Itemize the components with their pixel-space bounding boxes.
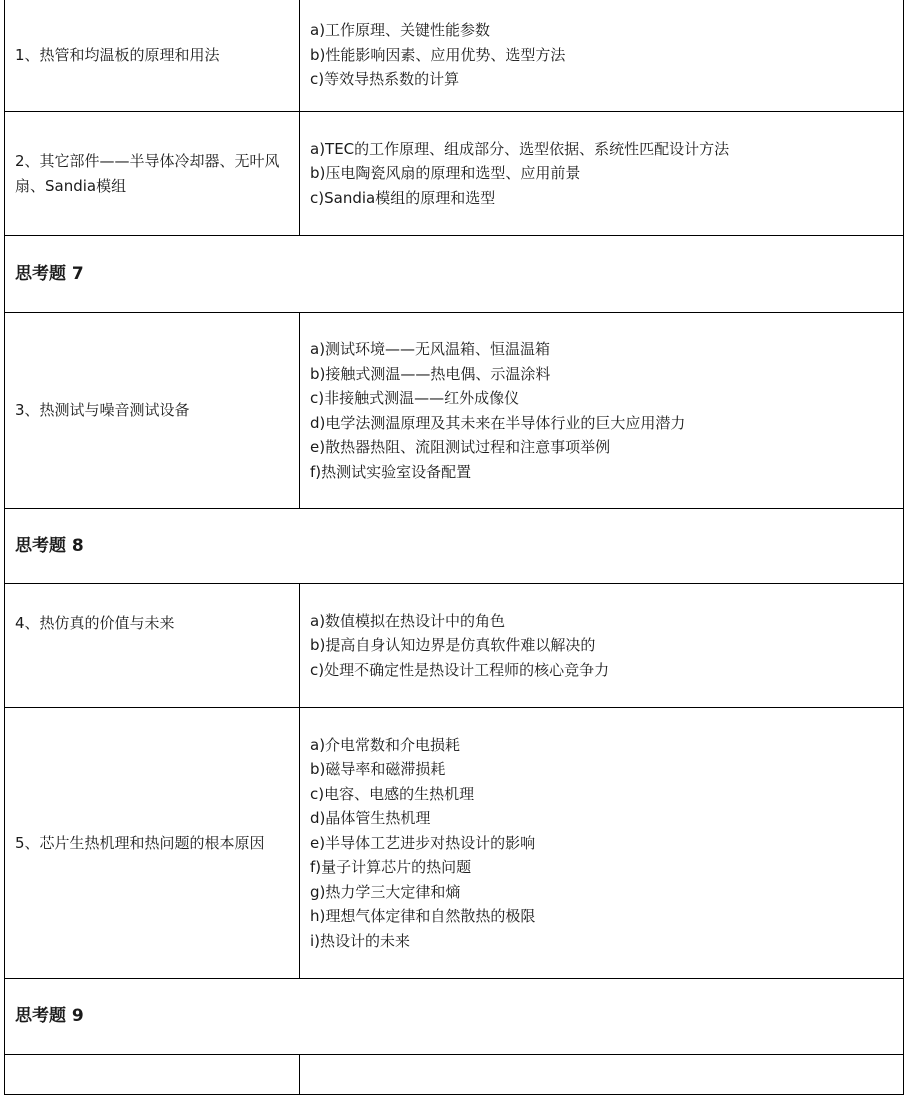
list-item: c)等效导热系数的计算 [310,70,460,89]
section-heading: 思考题 8 [15,535,84,556]
topic-title-cell [5,112,300,236]
topic-title: 1、热管和均温板的原理和用法 [15,45,220,64]
list-item: i)热设计的未来 [310,931,411,950]
list-item: d)晶体管生热机理 [310,809,431,828]
list-item: c)电容、电感的生热机理 [310,784,475,803]
topic-title-cell [5,313,300,509]
empty-cell [5,1055,300,1095]
list-item: b)性能影响因素、应用优势、选型方法 [310,45,566,64]
list-item: a)TEC的工作原理、组成部分、选型依据、系统性匹配设计方法 [310,139,730,158]
list-item: a)介电常数和介电损耗 [310,735,461,754]
topic-title-cell [5,0,300,112]
list-item: b)接触式测温——热电偶、示温涂料 [310,364,551,383]
list-item: c)Sandia模组的原理和选型 [310,188,496,207]
list-item: f)量子计算芯片的热问题 [310,858,472,877]
section-row [5,236,904,313]
list-item: b)磁导率和磁滞损耗 [310,760,446,779]
list-item: f)热测试实验室设备配置 [310,462,472,481]
topic-title: 3、热测试与噪音测试设备 [15,401,190,420]
list-item: a)数值模拟在热设计中的角色 [310,611,506,630]
empty-cell [300,1055,904,1095]
course-outline-table [4,0,904,1095]
section-heading: 思考题 7 [15,263,84,284]
list-item: b)提高自身认知边界是仿真软件难以解决的 [310,636,596,655]
table-row [5,708,904,979]
table-row [5,584,904,708]
topic-title-cell [5,584,300,708]
list-item: a)工作原理、关键性能参数 [310,21,491,40]
topic-items-cell [300,112,904,236]
section-row [5,979,904,1055]
list-item: d)电学法测温原理及其未来在半导体行业的巨大应用潜力 [310,413,686,432]
topic-items-cell [300,0,904,112]
table-row [5,1055,904,1095]
list-item: c)处理不确定性是热设计工程师的核心竞争力 [310,660,610,679]
table-row [5,112,904,236]
list-item: c)非接触式测温——红外成像仪 [310,389,520,407]
list-item: e)散热器热阻、流阻测试过程和注意事项举例 [310,438,611,456]
topic-items-cell [300,584,904,708]
list-item: h)理想气体定律和自然散热的极限 [310,907,536,926]
section-heading-cell [5,979,904,1055]
section-row [5,509,904,584]
topic-title: 2、其它部件——半导体冷却器、无叶风扇、Sandia模组 [15,152,280,195]
topic-title: 5、芯片生热机理和热问题的根本原因 [15,833,265,852]
topic-title: 4、热仿真的价值与未来 [15,614,175,632]
table-row [5,0,904,112]
list-item: e)半导体工艺进步对热设计的影响 [310,833,536,852]
list-item: b)压电陶瓷风扇的原理和选型、应用前景 [310,164,581,183]
topic-items-cell [300,708,904,979]
section-heading: 思考题 9 [15,1006,84,1027]
topic-title-cell [5,708,300,979]
list-item: g)热力学三大定律和熵 [310,882,461,901]
table-row [5,313,904,509]
list-item: a)测试环境——无风温箱、恒温温箱 [310,340,551,358]
topic-items-cell [300,313,904,509]
section-heading-cell [5,236,904,313]
section-heading-cell [5,509,904,584]
